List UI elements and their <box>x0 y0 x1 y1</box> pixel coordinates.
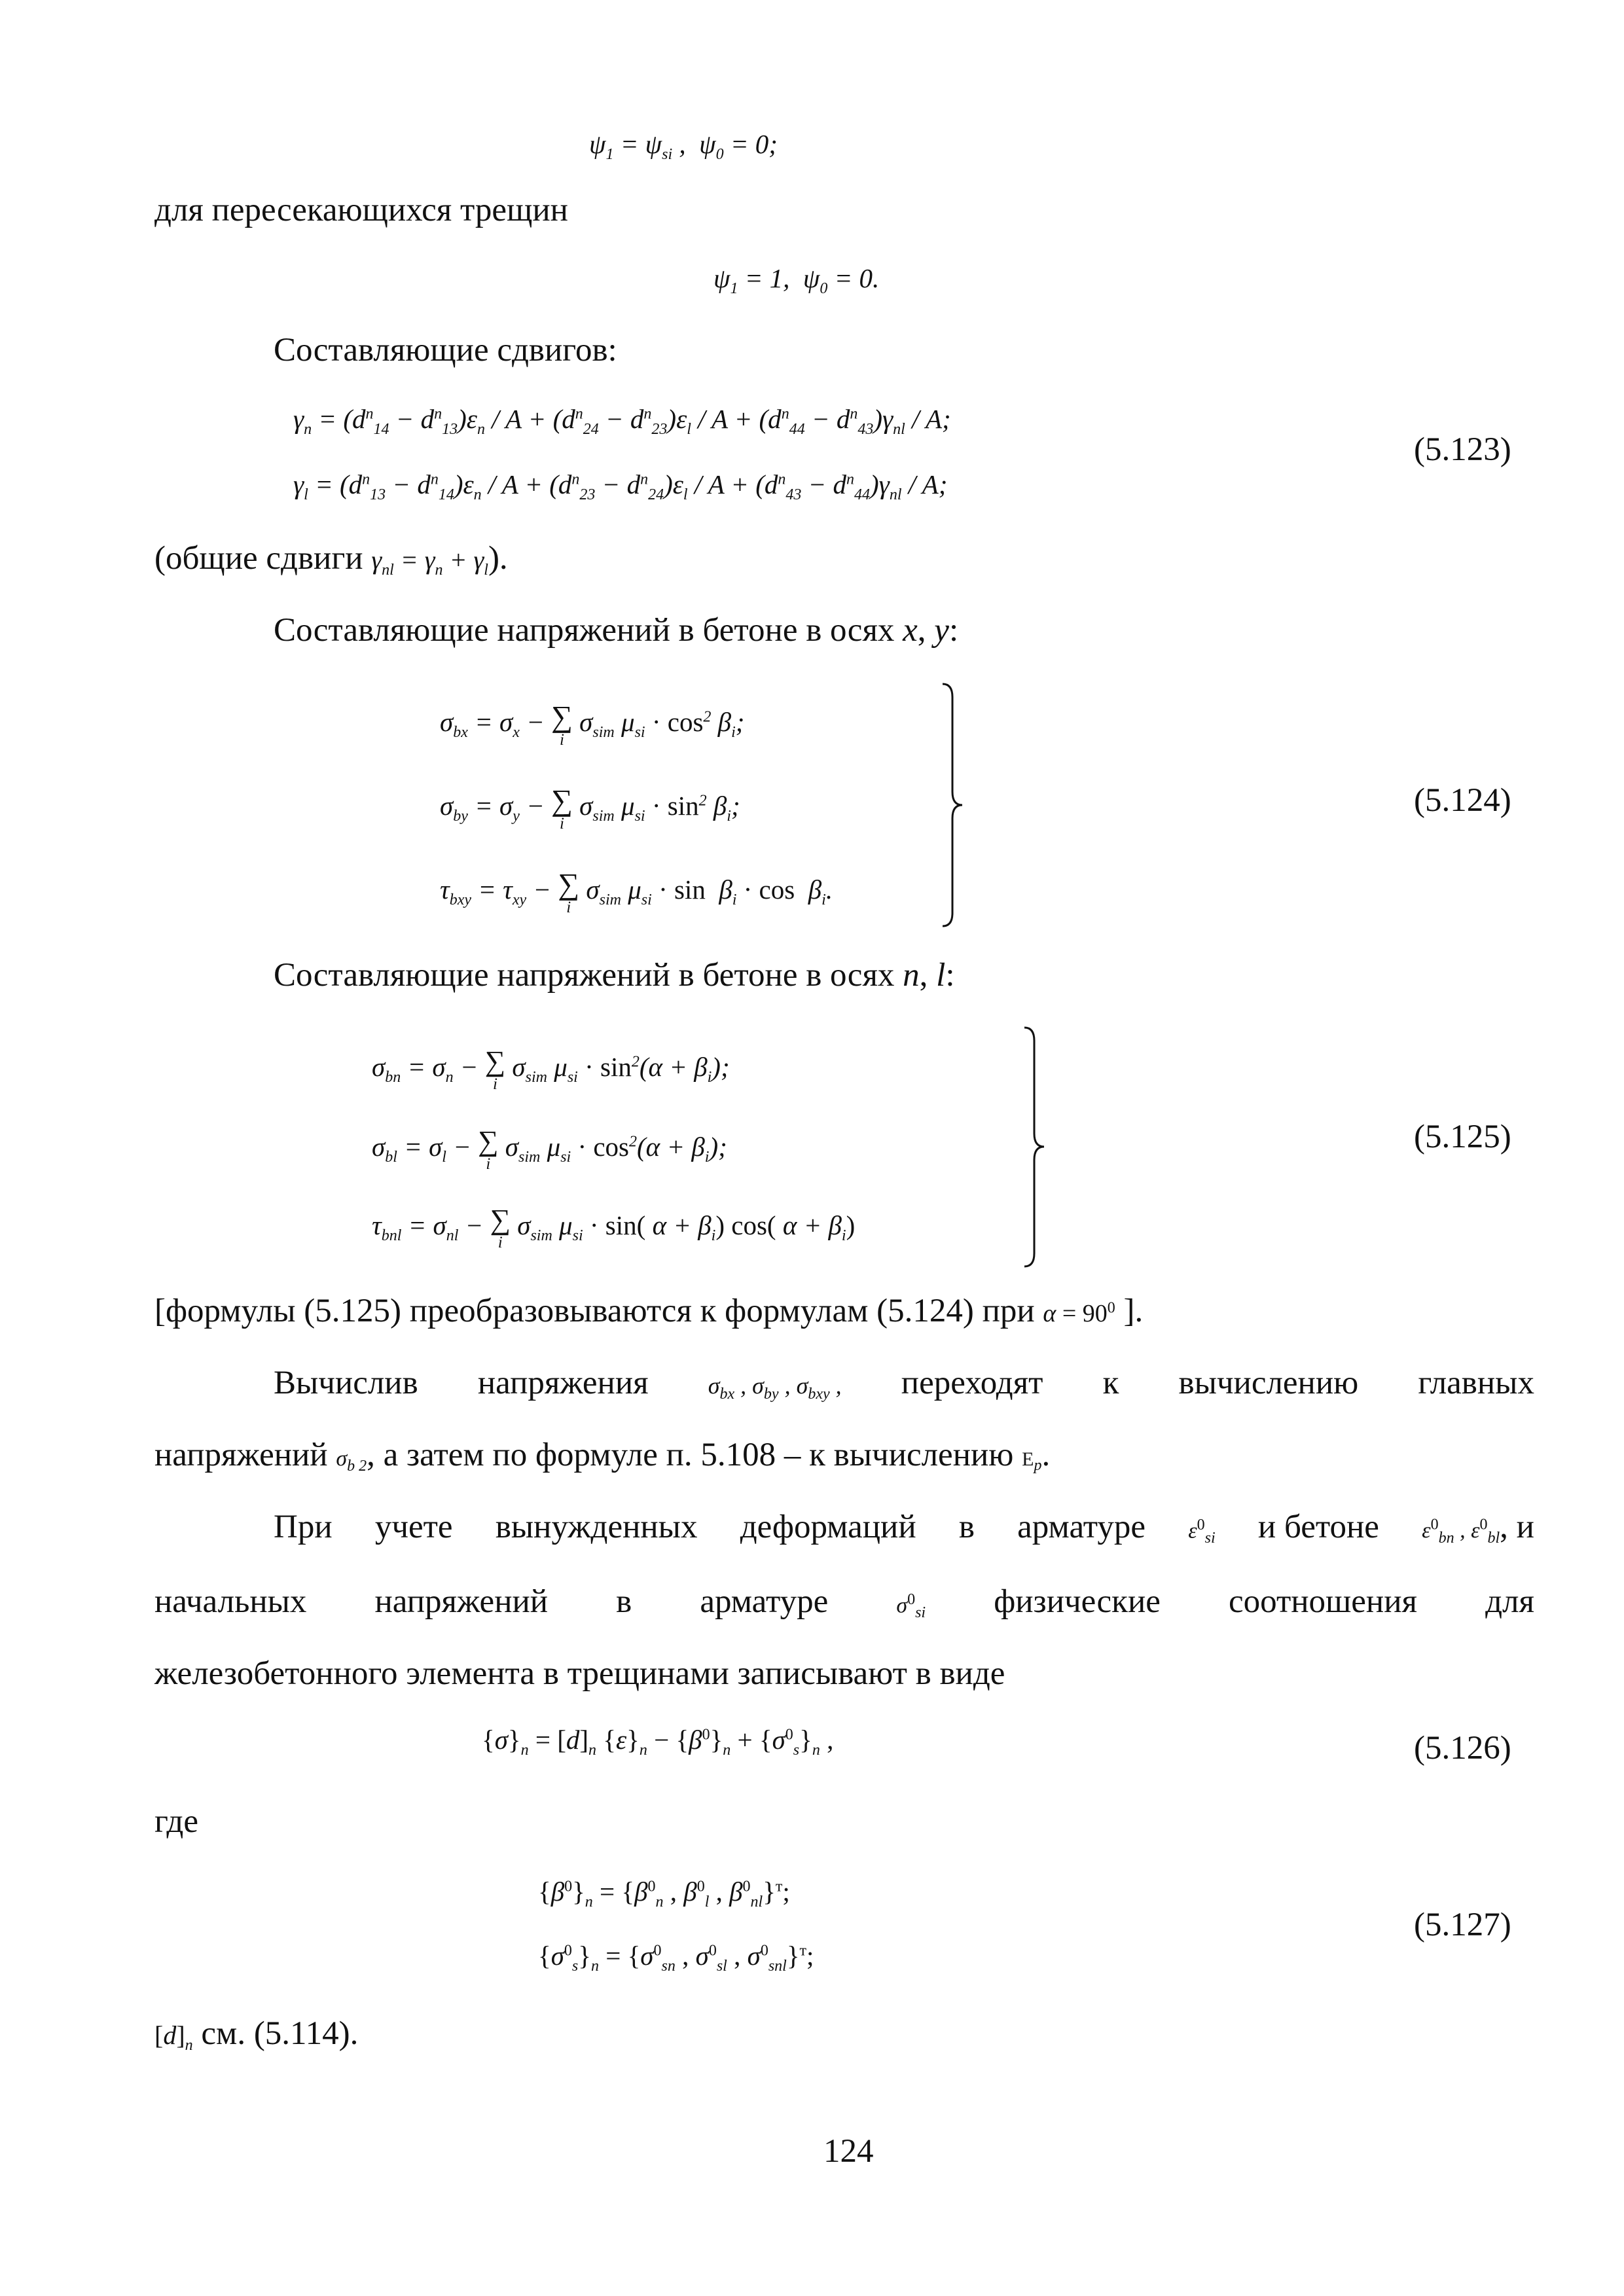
text-remark-125: [формулы (5.125) преобразовываются к формулам (5.124) при $\alpha = 90^0$ ]. <box>154 1293 1144 1329</box>
equation-number-5-126: (5.126) <box>1414 1730 1511 1767</box>
page-number: 124 <box>823 2133 874 2170</box>
paragraph-rc-element: железобетонного элемента в трещинами записывают в виде <box>154 1655 1005 1692</box>
heading-concrete-xy: Составляющие напряжений в бетоне в осях x, y: <box>274 612 959 649</box>
brace-5-124 <box>936 681 975 929</box>
paragraph-calc-line: Вычислив напряжения $\sigma_{bx}$ , $\sigma_{by}$ , $\sigma_{bxy}$ , переходят к вычислению главных <box>274 1365 1534 1403</box>
formula-5-127-sigma: $\{\sigma^0_s\}_n = \{\sigma^0_{sn}$ , $\sigma^0_{sl}$ , $\sigma^0_{snl}\}^т$; <box>538 1941 814 1975</box>
formula-gamma-l: $\gamma_l = (d^n_{13} - d^n_{14})\varepsilon_n / A + (d^n_{23} - d^n_{24})\varepsilon_l / A + (d^n_{43} - d^n_{44})\gamma_{nl} / A$; <box>293 469 948 504</box>
equation-number-5-125: (5.125) <box>1414 1119 1511 1155</box>
paragraph-initial-line: начальных напряжений в арматуре $\sigma^0_{si}$ физические соотношения для <box>154 1583 1534 1621</box>
equation-number-5-127: (5.127) <box>1414 1907 1511 1943</box>
formula-sigma-bl: $\sigma_{bl} = \sigma_l$ − ∑ i $\sigma_{sim}$ $\mu_{si} \cdot \cos^2(\alpha + \beta_i)$; <box>372 1125 727 1173</box>
formula-tau-bnl: $\tau_{bnl} = \sigma_{nl}$ − ∑ i $\sigma_{sim}$ $\mu_{si} \cdot \sin$( $\alpha + \beta_i$) cos( $\alpha + \beta_i$) <box>372 1204 856 1251</box>
paragraph-forced-line: При учете вынужденных деформаций в арматуре $\varepsilon^0_{si}$ и бетоне $\varepsilon^0_{bn}$ , $\varepsilon^0_{bl}$, и <box>274 1509 1534 1547</box>
formula-gamma-n: $\gamma_n = (d^n_{14} - d^n_{13})\varepsilon_n / A + (d^n_{24} - d^n_{23})\varepsilon_l / A + (d^n_{44} - d^n_{43})\gamma_{nl} / A$; <box>293 404 951 439</box>
equation-number-5-124: (5.124) <box>1414 782 1511 819</box>
brace-5-125 <box>1018 1024 1057 1270</box>
formula-psi-crossing: $\psi_1 = 1$, $\psi_0 = 0$. <box>713 263 880 298</box>
formula-tau-bxy: $\tau_{bxy} = \tau_{xy}$ − ∑ i $\sigma_{sim}$ $\mu_{si} \cdot \sin \beta_i \cdot \cos \beta_i$. <box>440 867 833 916</box>
formula-5-127-beta: $\{\beta^0\}_n = \{\beta^0_n$ , $\beta^0_l$ , $\beta^0_{nl}\}^т$; <box>538 1876 790 1911</box>
heading-concrete-nl: Составляющие напряжений в бетоне в осях n, l: <box>274 957 955 994</box>
formula-sigma-bx: $\sigma_{bx} = \sigma_x$ − ∑ i $\sigma_{sim}$ $\mu_{si} \cdot \cos^2 \beta_i$; <box>440 700 745 749</box>
formula-5-126: $\{\sigma\}_n = [d]_n$ $\{\varepsilon\}_n - \{\beta^0\}_n + \{\sigma^0_s\}_n$ , <box>482 1725 834 1759</box>
text-crossing-cracks: для пересекающихся трещин <box>154 192 568 228</box>
formula-psi-top: $\psi_1 = \psi_{si}$ , $\psi_0 = 0$; <box>589 129 778 164</box>
text-where: где <box>154 1803 198 1840</box>
formula-sigma-by: $\sigma_{by} = \sigma_y$ − ∑ i $\sigma_{sim}$ $\mu_{si} \cdot \sin^2 \beta_i$; <box>440 783 740 833</box>
equation-number-5-123: (5.123) <box>1414 431 1511 468</box>
heading-shear-components: Составляющие сдвигов: <box>274 332 617 368</box>
text-see-114: $[d]_n$ см. (5.114). <box>154 2015 359 2054</box>
formula-sigma-bn: $\sigma_{bn} = \sigma_n$ − ∑ i $\sigma_{sim}$ $\mu_{si} \cdot \sin^2(\alpha + \beta_i)$; <box>372 1045 730 1093</box>
text-general-shear: (общие сдвиги $\gamma_{nl} = \gamma_n + \gamma_l$). <box>154 540 508 579</box>
paragraph-principal: напряжений $\sigma_{b 2}$, а затем по формуле п. 5.108 – к вычислению $E_p$. <box>154 1437 1051 1475</box>
